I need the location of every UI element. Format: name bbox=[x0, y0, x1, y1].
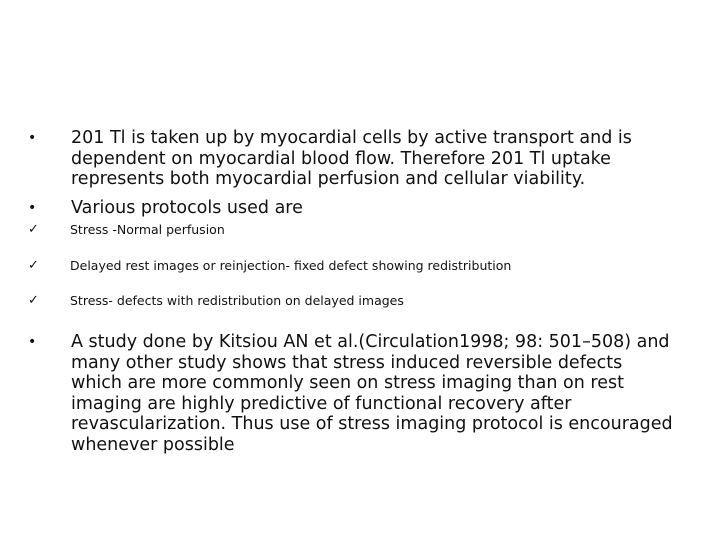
check-item-delayed-rest bbox=[28, 258, 668, 274]
bullet-protocols bbox=[28, 198, 688, 219]
check-item-text: Stress -Normal perfusion bbox=[70, 222, 225, 237]
checkmark-icon: ✓ bbox=[28, 258, 39, 273]
checkmark-icon: ✓ bbox=[28, 222, 39, 237]
check-item-stress-defects bbox=[28, 293, 668, 309]
bullet-kitsiou-study bbox=[28, 332, 688, 455]
bullet-marker: • bbox=[28, 200, 37, 216]
bullet-text: 201 Tl is taken up by myocardial cells by active transport and is dependent on myocardial blood flow. Therefore 201 Tl uptake represents both myocardial perfusion and cellular viability. bbox=[71, 128, 632, 189]
check-item-text: Stress- defects with redistribution on delayed images bbox=[70, 293, 404, 308]
checkmark-icon: ✓ bbox=[28, 293, 39, 308]
bullet-thallium-uptake bbox=[28, 128, 688, 190]
check-item-text: Delayed rest images or reinjection- fixed defect showing redistribution bbox=[70, 258, 512, 273]
bullet-marker: • bbox=[28, 334, 37, 350]
check-item-stress-normal bbox=[28, 222, 668, 238]
bullet-text: A study done by Kitsiou AN et al.(Circulation1998; 98: 501–508) and many other study shows that stress induced reversible defects which are more commonly seen on stress imaging than on rest imaging are highly predictive of functional recovery after revascularization. Thus use of stress imaging protocol is encouraged whenever possible bbox=[71, 332, 673, 455]
bullet-text: Various protocols used are bbox=[71, 198, 303, 218]
bullet-marker: • bbox=[28, 130, 37, 146]
